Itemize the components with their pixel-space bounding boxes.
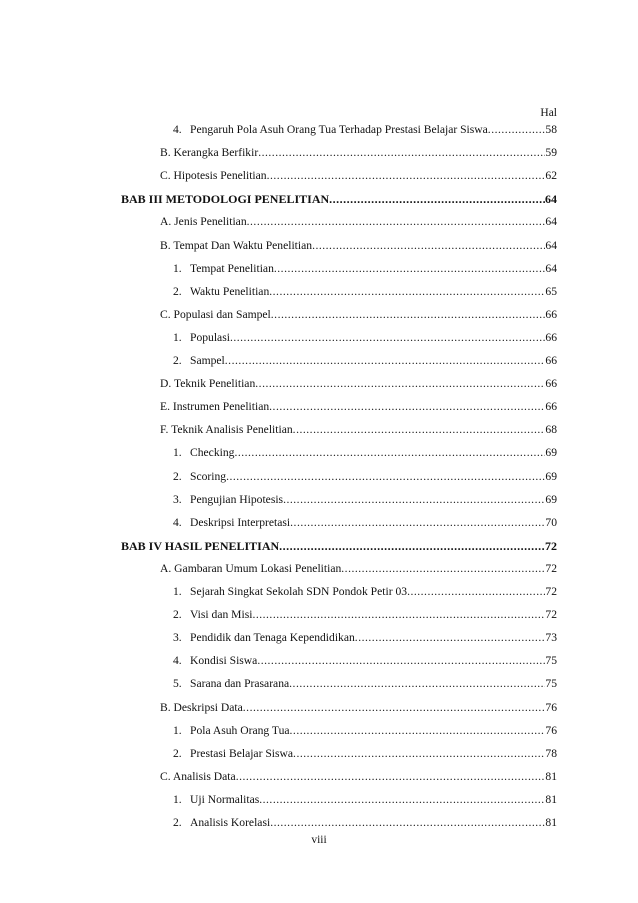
- toc-entry-title: E. Instrumen Penelitian: [160, 400, 270, 414]
- toc-entry-number: 2.: [173, 354, 182, 367]
- toc-entry-row: [173, 353, 557, 369]
- toc-dot-leader: [279, 538, 545, 554]
- toc-dot-leader: [289, 676, 545, 692]
- toc-entry-row: [173, 746, 557, 762]
- toc-dot-leader: [247, 214, 546, 230]
- toc-entry-page: 75: [545, 654, 557, 668]
- toc-entry-title: Sarana dan Prasarana: [190, 677, 290, 691]
- page-number: viii: [311, 834, 327, 846]
- toc-dot-leader: [236, 769, 546, 785]
- toc-entry-page: 64: [545, 192, 557, 207]
- toc-entry-number: 1.: [173, 792, 182, 806]
- toc-entry-page: 66: [545, 354, 557, 367]
- toc-entry-row: [160, 168, 557, 184]
- toc-entry-row: [173, 261, 557, 277]
- toc-entry-title: A. Jenis Penelitian: [160, 215, 247, 229]
- toc-dot-leader: [267, 168, 546, 184]
- toc-entry-row: [160, 307, 557, 323]
- toc-entry-number: 3.: [173, 631, 182, 645]
- toc-entry-row: [173, 676, 557, 692]
- toc-entry-page: 81: [545, 769, 557, 783]
- toc-entry-title: A. Gambaran Umum Lokasi Penelitian: [160, 561, 342, 575]
- toc-entry-page: 70: [545, 515, 557, 529]
- toc-entry-page: 66: [545, 330, 557, 344]
- toc-dot-leader: [255, 376, 545, 392]
- toc-entry-number: 2.: [173, 469, 182, 483]
- toc-dot-leader: [252, 607, 545, 623]
- toc-entry-page: 72: [545, 608, 557, 622]
- toc-entry-title: Sampel: [190, 354, 225, 367]
- toc-entry-page: 64: [545, 238, 557, 252]
- toc-entry-row: [173, 607, 557, 623]
- toc-entry-title: C. Analisis Data: [160, 769, 236, 783]
- toc-entry-page: 66: [545, 377, 557, 391]
- toc-entry-page: 72: [545, 585, 557, 598]
- toc-entry-number: 1.: [173, 330, 182, 344]
- toc-entry-page: 81: [545, 816, 557, 829]
- toc-dot-leader: [257, 653, 545, 669]
- toc-entry-title: BAB IV HASIL PENELITIAN: [121, 538, 280, 553]
- toc-entry-title: Waktu Penelitian: [190, 284, 270, 298]
- toc-entry-title: Visi dan Misi: [190, 608, 253, 622]
- toc-entry-row: [160, 422, 557, 438]
- toc-entry-page: 73: [545, 631, 557, 645]
- toc-entry-title: Pendidik dan Tenaga Kependidikan: [190, 631, 355, 645]
- toc-entry-title: BAB III METODOLOGI PENELITIAN: [121, 192, 330, 207]
- toc-entry-page: 64: [545, 261, 557, 275]
- toc-dot-leader: [258, 145, 545, 161]
- toc-entry-title: C. Populasi dan Sampel: [160, 307, 271, 321]
- toc-entry-row: [160, 700, 557, 716]
- toc-entry-page: 72: [545, 561, 557, 575]
- toc-entry-row: [173, 815, 557, 831]
- toc-dot-leader: [293, 422, 546, 438]
- toc-entry-title: Analisis Korelasi: [190, 816, 271, 829]
- toc-dot-leader: [225, 353, 546, 369]
- toc-entry-number: 4.: [173, 515, 182, 529]
- toc-entry-title: Sejarah Singkat Sekolah SDN Pondok Petir 03: [190, 585, 408, 598]
- toc-dot-leader: [226, 469, 545, 485]
- toc-entry-row: [173, 630, 557, 646]
- toc-dot-leader: [271, 307, 546, 323]
- toc-entry-row: [160, 399, 557, 415]
- toc-entry-row: [160, 561, 557, 577]
- toc-dot-leader: [269, 284, 545, 300]
- toc-entry-page: 62: [545, 169, 557, 183]
- toc-dot-leader: [259, 792, 545, 808]
- toc-entry-row: [173, 723, 557, 739]
- toc-entry-page: 65: [545, 284, 557, 298]
- toc-entry-row: [160, 214, 557, 230]
- toc-entry-page: 81: [545, 792, 557, 806]
- toc-entry-number: 4.: [173, 123, 182, 136]
- toc-dot-leader: [290, 723, 546, 739]
- toc-entry-page: 69: [545, 446, 557, 460]
- toc-entry-row: [173, 515, 557, 531]
- toc-entry-page: 75: [545, 677, 557, 691]
- toc-dot-leader: [407, 584, 545, 600]
- toc-entry-row: [173, 492, 557, 508]
- toc-entry-number: 1.: [173, 723, 182, 737]
- toc-entry-number: 3.: [173, 492, 182, 506]
- toc-entry-page: 72: [545, 538, 557, 553]
- toc-entry-title: Checking: [190, 446, 235, 460]
- toc-entry-row: [173, 284, 557, 300]
- toc-entry-page: 69: [545, 469, 557, 483]
- toc-entry-title: B. Tempat Dan Waktu Penelitian: [160, 238, 313, 252]
- toc-entry-row: [173, 584, 557, 600]
- toc-entry-title: Tempat Penelitian: [190, 261, 274, 275]
- toc-entry-row: [173, 122, 557, 138]
- toc-dot-leader: [290, 515, 545, 531]
- toc-entry-title: Scoring: [190, 469, 227, 483]
- toc-dot-leader: [341, 561, 545, 577]
- toc-entry-page: 66: [545, 307, 557, 321]
- toc-entry-page: 76: [545, 723, 557, 737]
- toc-dot-leader: [230, 330, 545, 346]
- toc-dot-leader: [293, 746, 545, 762]
- toc-dot-leader: [243, 700, 546, 716]
- toc-entry-title: Pengujian Hipotesis: [190, 492, 284, 506]
- toc-entry-row: [173, 330, 557, 346]
- toc-entry-row: [173, 792, 557, 808]
- toc-entry-title: Pengaruh Pola Asuh Orang Tua Terhadap Prestasi Belajar Siswa: [190, 123, 488, 136]
- toc-chapter-row: [121, 538, 557, 554]
- toc-entry-page: 76: [545, 700, 557, 714]
- toc-entry-row: [160, 145, 557, 161]
- toc-entry-page: 59: [545, 146, 557, 160]
- toc-entry-title: F. Teknik Analisis Penelitian: [160, 423, 293, 437]
- toc-entry-title: B. Kerangka Berfikir: [160, 146, 259, 160]
- toc-dot-leader: [269, 399, 545, 415]
- toc-entry-number: 2.: [173, 608, 182, 622]
- toc-entry-title: Uji Normalitas: [190, 792, 260, 806]
- toc-entry-page: 69: [545, 492, 557, 506]
- toc-entry-number: 4.: [173, 654, 182, 668]
- toc-entry-row: [160, 769, 557, 785]
- toc-entry-number: 1.: [173, 446, 182, 460]
- toc-entry-title: Prestasi Belajar Siswa: [190, 746, 294, 760]
- toc-entry-row: [173, 445, 557, 461]
- toc-entry-title: Populasi: [190, 330, 230, 344]
- toc-entry-page: 66: [545, 400, 557, 414]
- toc-entry-page: 58: [545, 123, 557, 136]
- toc-entry-title: Pola Asuh Orang Tua: [190, 723, 290, 737]
- toc-entry-number: 2.: [173, 816, 182, 829]
- toc-dot-leader: [312, 238, 545, 254]
- toc-entry-number: 2.: [173, 746, 182, 760]
- toc-entry-row: [173, 469, 557, 485]
- toc-entry-title: Deskripsi Interpretasi: [190, 515, 291, 529]
- toc-entry-row: [160, 376, 557, 392]
- toc-dot-leader: [355, 630, 546, 646]
- toc-entry-number: 1.: [173, 261, 182, 275]
- toc-entry-page: 68: [545, 423, 557, 437]
- toc-entry-row: [173, 653, 557, 669]
- toc-entry-title: B. Deskripsi Data: [160, 700, 243, 714]
- toc-entry-title: Kondisi Siswa: [190, 654, 258, 668]
- toc-entry-number: 5.: [173, 677, 182, 691]
- toc-dot-leader: [283, 492, 545, 508]
- page-column-label: Hal: [540, 107, 557, 119]
- toc-entry-row: [160, 238, 557, 254]
- toc-entry-title: D. Teknik Penelitian: [160, 377, 256, 391]
- toc-dot-leader: [329, 191, 545, 207]
- toc-dot-leader: [274, 261, 546, 277]
- toc-entry-page: 64: [545, 215, 557, 229]
- toc-entry-number: 1.: [173, 585, 182, 598]
- toc-dot-leader: [234, 445, 545, 461]
- toc-entry-number: 2.: [173, 284, 182, 298]
- toc-entry-page: 78: [545, 746, 557, 760]
- toc-chapter-row: [121, 191, 557, 207]
- toc-dot-leader: [488, 122, 546, 138]
- toc-dot-leader: [270, 815, 545, 831]
- toc-entry-title: C. Hipotesis Penelitian: [160, 169, 267, 183]
